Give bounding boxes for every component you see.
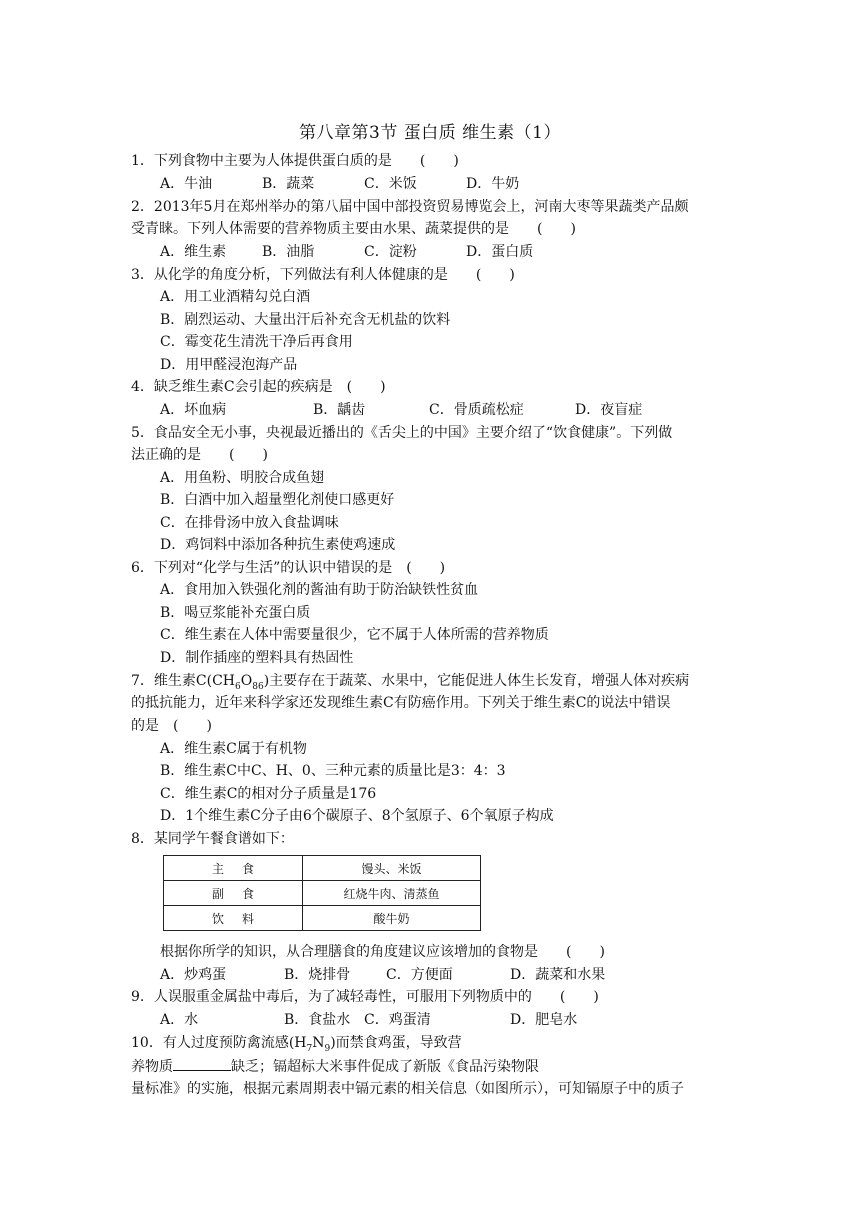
question-10-line1 <box>131 1033 462 1059</box>
table-row <box>164 881 481 906</box>
q10-line2-end: 缺乏；镉超标大米事件促成了新版《食品污染物限 <box>231 1059 539 1075</box>
formula-sub-n: 9 <box>324 1043 331 1054</box>
q7-option-c: C．维生素C的相对分子质量是176 <box>160 786 377 802</box>
q2-option-d: D．蛋白质 <box>466 244 534 260</box>
question-2-line2: 受青睐。下列人体需要的营养物质主要由水果、蔬菜提供的是 ( ) <box>131 221 576 237</box>
q2-option-b: B．油脂 <box>262 244 315 260</box>
q6-option-b: B．喝豆浆能补充蛋白质 <box>160 605 311 621</box>
formula-sub-h: 7 <box>306 1043 313 1054</box>
q5-option-b: B．白酒中加入超量塑化剂使口感更好 <box>160 492 395 508</box>
answer-blank[interactable] <box>173 1056 231 1071</box>
q6-option-d: D．制作插座的塑料具有热固性 <box>160 650 354 666</box>
q5-option-a: A．用鱼粉、明胶合成鱼翅 <box>160 470 325 486</box>
q10-line1-start: 10．有人过度预防禽流感(H <box>131 1035 307 1051</box>
q4-option-b: B．龋齿 <box>313 402 366 418</box>
q3-option-a: A．用工业酒精勾兑白酒 <box>160 289 311 305</box>
question-9-stem: 9．人误服重金属盐中毒后，为了减轻毒性，可服用下列物质中的 ( ) <box>131 989 599 1005</box>
q4-option-c: C．骨质疏松症 <box>429 402 524 418</box>
q9-option-b: B．食盐水 <box>284 1012 351 1028</box>
q9-option-c: C．鸡蛋清 <box>364 1012 431 1028</box>
q3-option-d: D．用甲醛浸泡海产品 <box>160 357 298 373</box>
q8-option-a: A．炒鸡蛋 <box>160 967 227 983</box>
formula-sub-o: 6 <box>257 681 264 692</box>
table-row <box>164 856 481 881</box>
q7-option-a: A．维生素C属于有机物 <box>160 741 307 757</box>
q1-option-b: B．蔬菜 <box>262 176 315 192</box>
formula-sub-c: 6 <box>235 681 241 692</box>
question-10-line3: 量标准》的实施，根据元素周期表中镉元素的相关信息（如图所示），可知镉原子中的质子 <box>131 1081 684 1097</box>
q8-option-c: C．方便面 <box>386 967 453 983</box>
question-2-line1: 2．2013年5月在郑州举办的第八届中国中部投资贸易博览会上，河南大枣等果蔬类产品颇 <box>131 199 689 215</box>
menu-category: 副食 <box>164 881 303 906</box>
q6-option-c: C．维生素在人体中需要量很少，它不属于人体所需的营养物质 <box>160 627 549 643</box>
menu-items: 红烧牛肉、清蒸鱼 <box>303 881 481 906</box>
question-7-line2: 的抵抗能力，近年来科学家还发现维生素C有防癌作用。下列关于维生素C的说法中错误 <box>131 695 671 711</box>
q7-line1-start: 7．维生素C(C <box>131 673 223 689</box>
question-6-stem: 6．下列对“化学与生活”的认识中错误的是 ( ) <box>131 560 446 576</box>
menu-category: 主食 <box>164 856 303 881</box>
q2-option-a: A．维生素 <box>160 244 227 260</box>
q2-option-c: C．淀粉 <box>364 244 417 260</box>
q1-option-a: A．牛油 <box>160 176 213 192</box>
question-7-line3: 的是 ( ) <box>131 718 212 734</box>
formula-sub-h: 8 <box>252 681 258 692</box>
question-5-line1: 5．食品安全无小事，央视最近播出的《舌尖上的中国》主要介绍了“饮食健康”。下列做 <box>131 425 673 441</box>
menu-items: 馒头、米饭 <box>303 856 481 881</box>
q3-option-b: B．剧烈运动、大量出汗后补充含无机盐的饮料 <box>160 312 451 328</box>
q1-option-c: C．米饭 <box>364 176 417 192</box>
question-1-stem: 1．下列食物中主要为人体提供蛋白质的是 ( ) <box>131 153 459 169</box>
q1-option-d: D．牛奶 <box>466 176 520 192</box>
q6-option-a: A．食用加入铁强化剂的酱油有助于防治缺铁性贫血 <box>160 582 479 598</box>
q7-option-b: B．维生素C中C、H、0、三种元素的质量比是3：4：3 <box>160 763 506 779</box>
question-8-follow: 根据你所学的知识，从合理膳食的角度建议应该增加的食物是 ( ) <box>160 944 605 960</box>
menu-items: 酸牛奶 <box>303 906 481 931</box>
q4-option-a: A．坏血病 <box>160 402 227 418</box>
q9-option-d: D．肥皂水 <box>510 1012 578 1028</box>
question-10-line2 <box>131 1056 539 1077</box>
q5-option-c: C．在排骨汤中放入食盐调味 <box>160 515 339 531</box>
q4-option-d: D．夜盲症 <box>575 402 643 418</box>
q3-option-c: C．霉变花生清洗干净后再食用 <box>160 334 353 350</box>
question-5-line2: 法正确的是 ( ) <box>131 447 268 463</box>
table-row <box>164 906 481 931</box>
formula-h: H <box>222 673 236 689</box>
formula-n: N <box>312 1035 325 1051</box>
q9-option-a: A．水 <box>160 1012 199 1028</box>
formula-o: O <box>240 673 253 689</box>
q8-option-b: B．烧排骨 <box>284 967 351 983</box>
lunch-menu-table <box>163 855 481 931</box>
q10-line2-start: 养物质 <box>131 1059 173 1075</box>
page-title: 第八章第3节 蛋白质 维生素（1） <box>299 123 561 143</box>
q7-line1-end: )主要存在于蔬菜、水果中，它能促进人体生长发育，增强人体对疾病 <box>263 673 690 689</box>
q5-option-d: D．鸡饲料中添加各种抗生素使鸡速成 <box>160 537 396 553</box>
question-3-stem: 3．从化学的角度分析，下列做法有利人体健康的是 ( ) <box>131 267 515 283</box>
menu-category: 饮料 <box>164 906 303 931</box>
q7-option-d: D．1个维生素C分子由6个碳原子、8个氢原子、6个氧原子构成 <box>160 808 554 824</box>
q8-option-d: D．蔬菜和水果 <box>510 967 606 983</box>
question-4-stem: 4．缺乏维生素C会引起的疾病是 ( ) <box>131 379 386 395</box>
q10-line1-end: )而禁食鸡蛋，导致营 <box>330 1035 462 1051</box>
question-8-stem: 8．某同学午餐食谱如下： <box>131 831 294 847</box>
